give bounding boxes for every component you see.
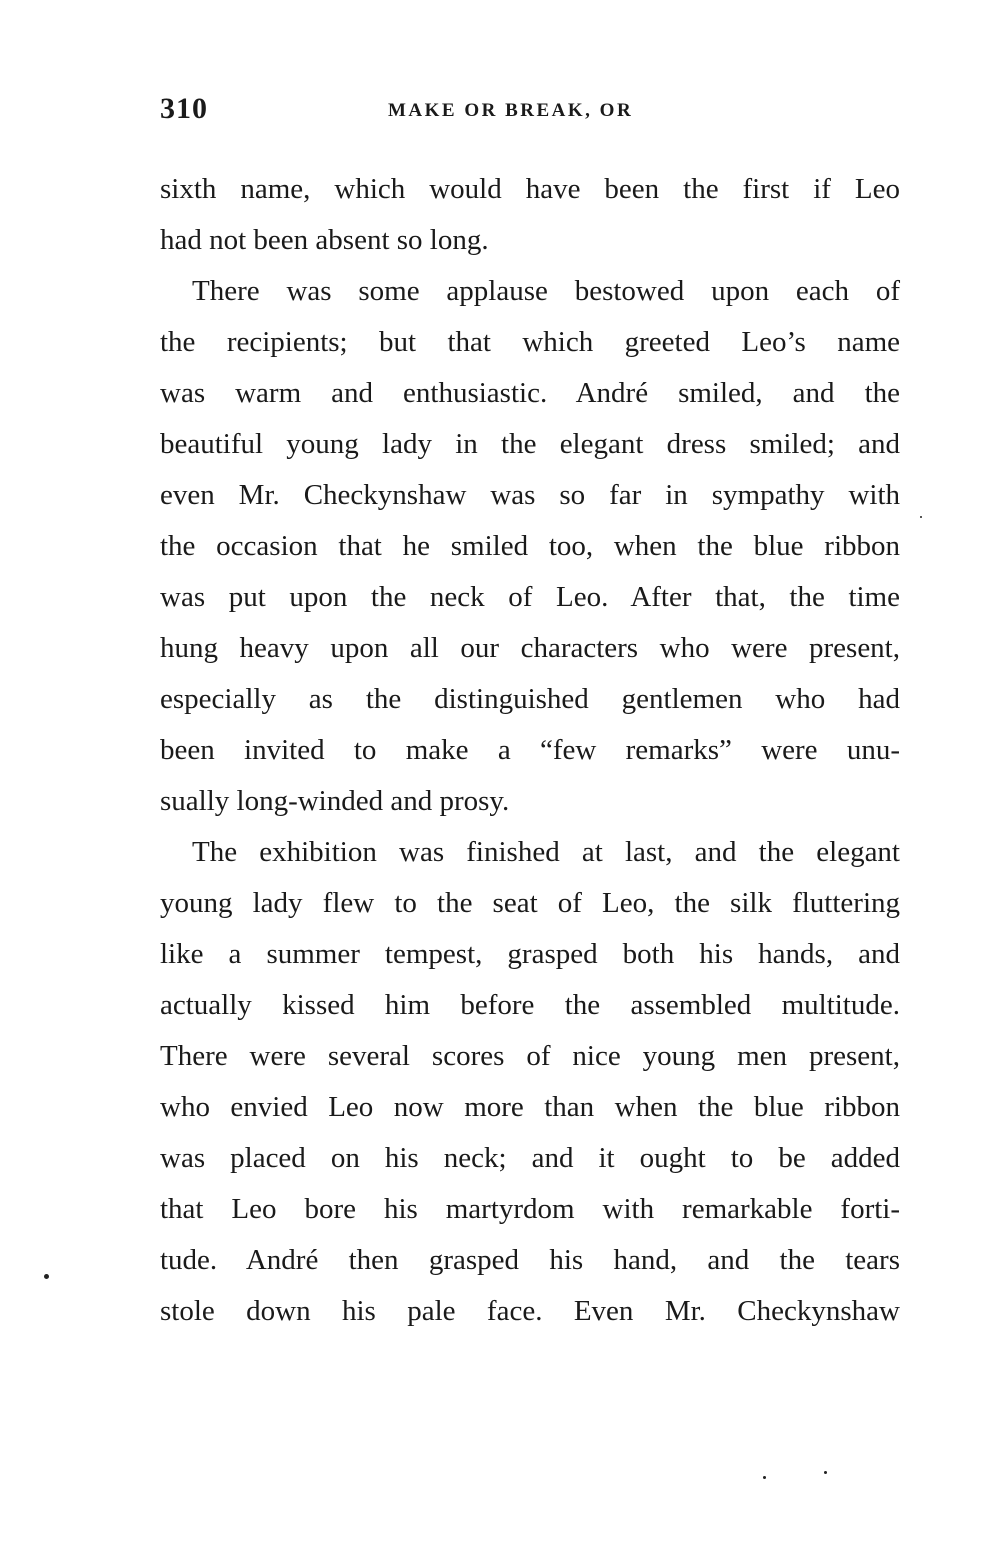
paragraph-start-line: The exhibition was finished at last, and the elegant <box>192 836 900 868</box>
text-line: had not been absent so long. <box>160 224 489 256</box>
body-text <box>160 164 900 1337</box>
ink-speck <box>44 1274 49 1279</box>
text-line: especially as the distinguished gentlemen who had <box>160 683 900 715</box>
text-line: actually kissed him before the assembled multitude. <box>160 989 900 1021</box>
ink-speck <box>763 1476 766 1479</box>
text-line: sually long-winded and prosy. <box>160 785 510 817</box>
ink-speck <box>824 1471 827 1474</box>
text-line: tude. André then grasped his hand, and the tears <box>160 1244 900 1276</box>
text-line: beautiful young lady in the elegant dress smiled; and <box>160 428 900 460</box>
text-line: There were several scores of nice young men present, <box>160 1040 900 1072</box>
text-line: young lady flew to the seat of Leo, the silk fluttering <box>160 887 900 919</box>
text-line: sixth name, which would have been the first if Leo <box>160 173 900 205</box>
text-line: been invited to make a “few remarks” were unu- <box>160 734 900 766</box>
text-line: stole down his pale face. Even Mr. Checkynshaw <box>160 1295 900 1327</box>
text-line: hung heavy upon all our characters who were present, <box>160 632 900 664</box>
text-line: like a summer tempest, grasped both his hands, and <box>160 938 900 970</box>
paragraph-start-line: There was some applause bestowed upon each of <box>192 275 900 307</box>
page-number: 310 <box>160 92 208 125</box>
text-line: even Mr. Checkynshaw was so far in sympathy with <box>160 479 900 511</box>
text-line: was put upon the neck of Leo. After that, the time <box>160 581 900 613</box>
text-line: that Leo bore his martyrdom with remarkable forti- <box>160 1193 900 1225</box>
running-head: MAKE OR BREAK, OR <box>388 100 634 121</box>
page-header <box>160 92 900 132</box>
ink-speck <box>920 516 922 518</box>
text-line: was warm and enthusiastic. André smiled, and the <box>160 377 900 409</box>
text-line: the occasion that he smiled too, when the blue ribbon <box>160 530 900 562</box>
text-line: was placed on his neck; and it ought to be added <box>160 1142 900 1174</box>
text-line: the recipients; but that which greeted Leo’s name <box>160 326 900 358</box>
text-line: who envied Leo now more than when the blue ribbon <box>160 1091 900 1123</box>
